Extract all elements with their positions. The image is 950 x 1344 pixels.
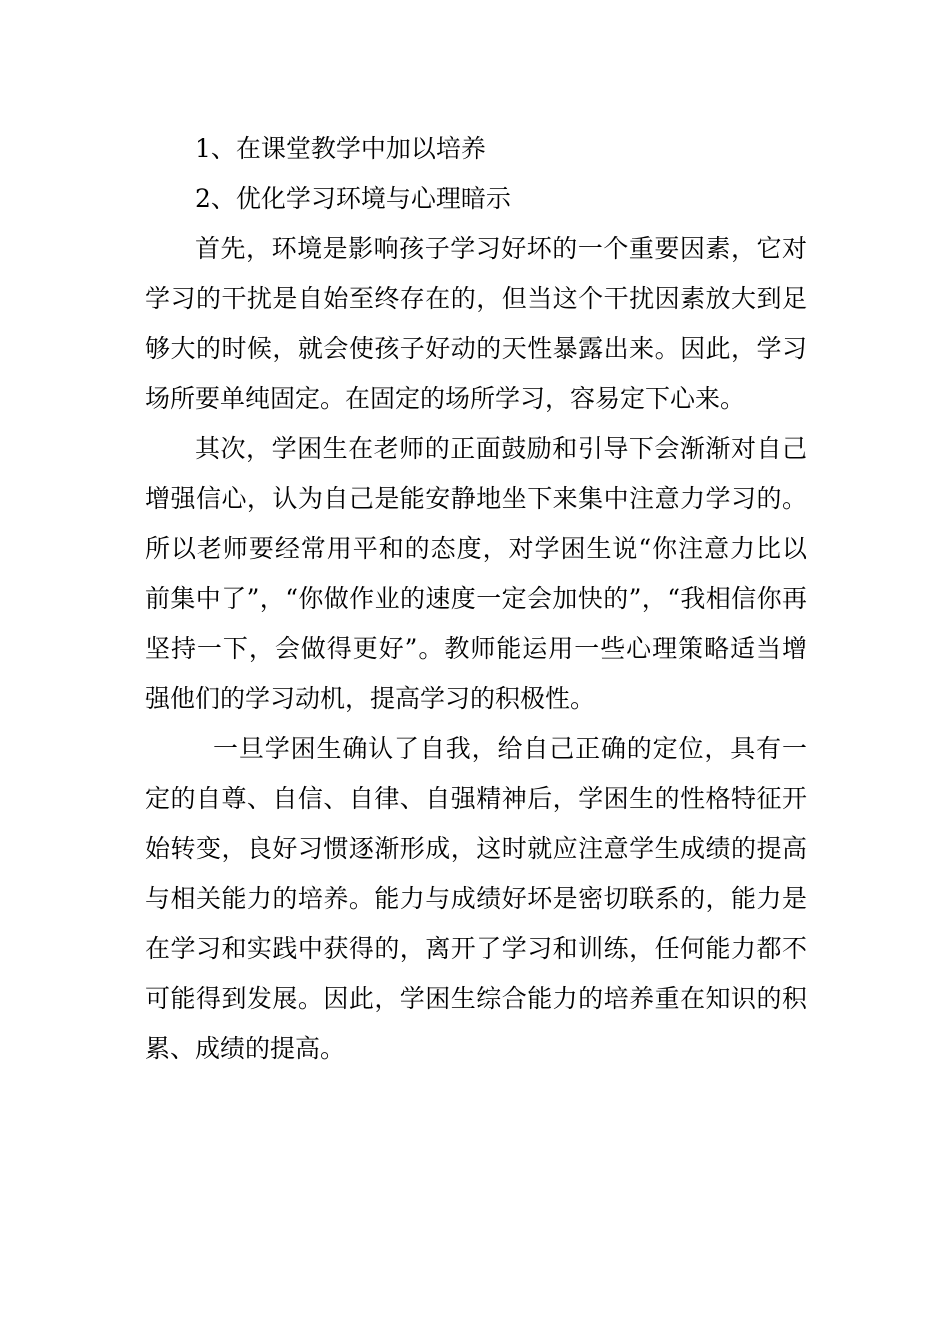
paragraph-ability: 一旦学困生确认了自我，给自己正确的定位，具有一定的自尊、自信、自律、自强精神后，学困生的性格特征开始转变，良好习惯逐渐形成，这时就应注意学生成绩的提高与相关能力的培养。能力与成绩好坏是密切联系的，能力是在学习和实践中获得的，离开了学习和训练，任何能力都不可能得到发展。因此，学困生综合能力的培养重在知识的积累、成绩的提高。 <box>145 734 807 1063</box>
paragraph-encouragement: 其次，学困生在老师的正面鼓励和引导下会渐渐对自己增强信心，认为自己是能安静地坐下来集中注意力学习的。所以老师要经常用平和的态度，对学困生说“你注意力比以前集中了”，“你做作业的速度一定会加快的”，“我相信你再坚持一下，会做得更好”。教师能运用一些心理策略适当增强他们的学习动机，提高学习的积极性。 <box>145 434 807 713</box>
section-heading-2: 2、优化学习环境与心理暗示 <box>195 184 511 213</box>
section-heading-1: 1、在课堂教学中加以培养 <box>195 134 486 163</box>
document-body <box>145 124 807 1074</box>
paragraph-environment: 首先，环境是影响孩子学习好坏的一个重要因素，它对学习的干扰是自始至终存在的，但当这个干扰因素放大到足够大的时候，就会使孩子好动的天性暴露出来。因此，学习场所要单纯固定。在固定的场所学习，容易定下心来。 <box>145 234 807 413</box>
